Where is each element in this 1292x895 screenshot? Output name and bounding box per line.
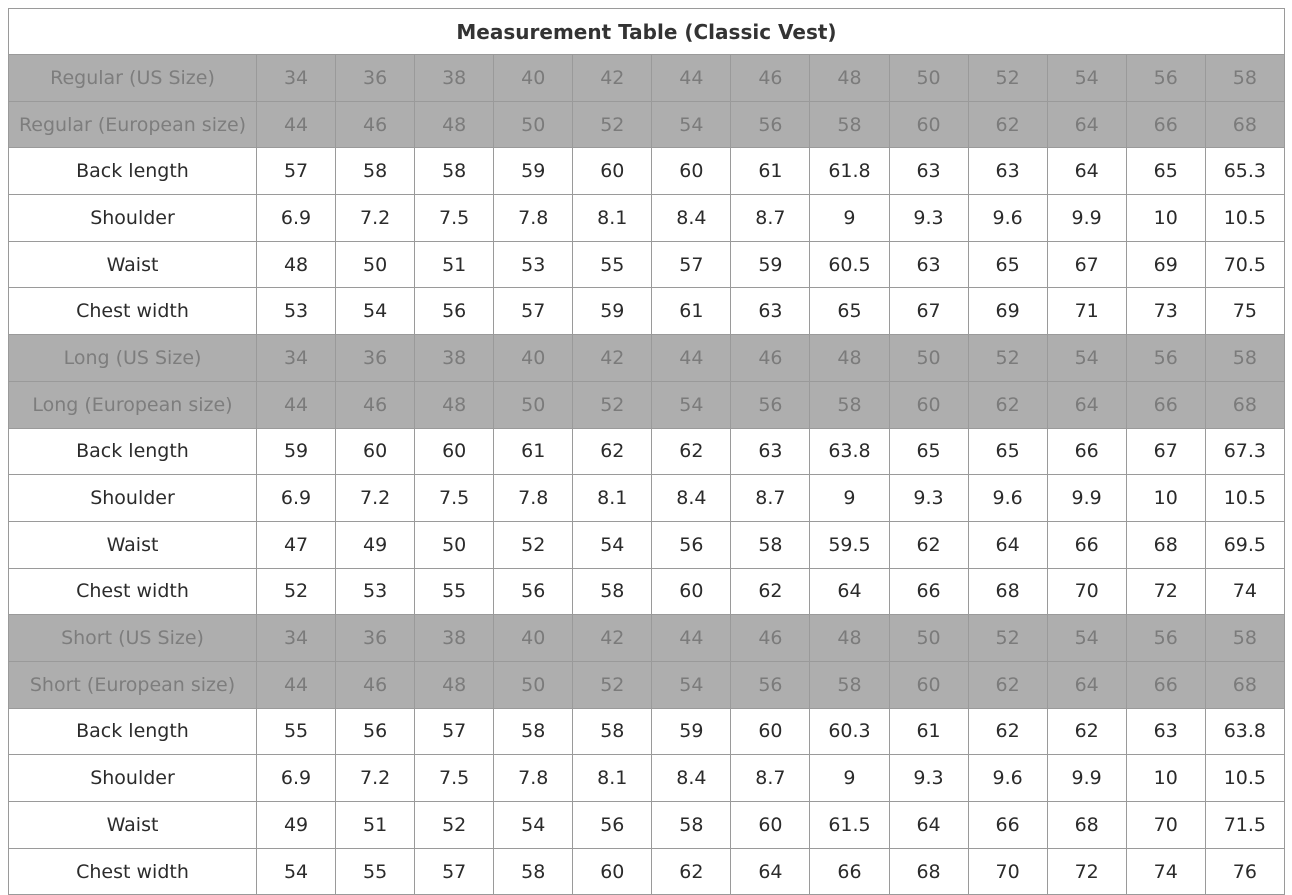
size-header-cell: 46: [731, 55, 810, 102]
measurement-cell: 64: [889, 802, 968, 849]
table-row: [9, 521, 1285, 568]
size-header-cell: 46: [336, 101, 415, 148]
measurement-cell: 62: [731, 568, 810, 615]
size-header-cell: 50: [889, 335, 968, 382]
size-header-cell: 36: [336, 55, 415, 102]
row-label: Long (European size): [9, 381, 257, 428]
table-size-header-row: [9, 101, 1285, 148]
measurement-cell: 62: [889, 521, 968, 568]
measurement-cell: 55: [573, 241, 652, 288]
measurement-cell: 55: [415, 568, 494, 615]
measurement-cell: 58: [336, 148, 415, 195]
measurement-cell: 7.2: [336, 755, 415, 802]
size-header-cell: 40: [494, 55, 573, 102]
measurement-cell: 9.9: [1047, 195, 1126, 242]
measurement-cell: 57: [257, 148, 336, 195]
row-label: Back length: [9, 428, 257, 475]
measurement-cell: 69.5: [1205, 521, 1284, 568]
size-header-cell: 64: [1047, 381, 1126, 428]
table-size-header-row: [9, 615, 1285, 662]
size-header-cell: 50: [889, 615, 968, 662]
measurement-cell: 56: [415, 288, 494, 335]
measurement-cell: 61: [731, 148, 810, 195]
measurement-cell: 8.1: [573, 475, 652, 522]
measurement-cell: 59: [731, 241, 810, 288]
table-row: [9, 148, 1285, 195]
measurement-cell: 63: [968, 148, 1047, 195]
size-header-cell: 34: [257, 615, 336, 662]
size-header-cell: 42: [573, 335, 652, 382]
measurement-cell: 9.3: [889, 755, 968, 802]
measurement-cell: 54: [257, 848, 336, 895]
measurement-cell: 65: [968, 241, 1047, 288]
size-header-cell: 56: [731, 381, 810, 428]
size-header-cell: 66: [1126, 661, 1205, 708]
measurement-cell: 70: [968, 848, 1047, 895]
measurement-cell: 7.8: [494, 195, 573, 242]
size-header-cell: 50: [494, 381, 573, 428]
measurement-cell: 52: [257, 568, 336, 615]
row-label: Chest width: [9, 568, 257, 615]
measurement-cell: 64: [968, 521, 1047, 568]
measurement-cell: 60: [731, 802, 810, 849]
measurement-cell: 65: [968, 428, 1047, 475]
measurement-cell: 75: [1205, 288, 1284, 335]
measurement-cell: 8.4: [652, 195, 731, 242]
measurement-cell: 61: [889, 708, 968, 755]
size-header-cell: 64: [1047, 101, 1126, 148]
row-label: Regular (European size): [9, 101, 257, 148]
size-header-cell: 52: [573, 661, 652, 708]
measurement-cell: 62: [968, 708, 1047, 755]
size-header-cell: 64: [1047, 661, 1126, 708]
measurement-cell: 58: [494, 848, 573, 895]
measurement-cell: 71.5: [1205, 802, 1284, 849]
size-header-cell: 68: [1205, 381, 1284, 428]
measurement-cell: 63: [889, 241, 968, 288]
measurement-cell: 60.5: [810, 241, 889, 288]
measurement-cell: 61: [494, 428, 573, 475]
measurement-cell: 60: [573, 148, 652, 195]
measurement-cell: 65: [889, 428, 968, 475]
measurement-table: [8, 8, 1285, 895]
size-header-cell: 48: [415, 101, 494, 148]
measurement-cell: 6.9: [257, 755, 336, 802]
table-size-header-row: [9, 381, 1285, 428]
measurement-cell: 50: [336, 241, 415, 288]
row-label: Long (US Size): [9, 335, 257, 382]
size-header-cell: 54: [1047, 335, 1126, 382]
measurement-cell: 65: [810, 288, 889, 335]
measurement-cell: 9: [810, 755, 889, 802]
measurement-cell: 9.6: [968, 195, 1047, 242]
measurement-cell: 74: [1205, 568, 1284, 615]
measurement-cell: 76: [1205, 848, 1284, 895]
size-header-cell: 56: [1126, 335, 1205, 382]
measurement-cell: 54: [573, 521, 652, 568]
size-header-cell: 34: [257, 335, 336, 382]
measurement-cell: 50: [415, 521, 494, 568]
measurement-cell: 65: [1126, 148, 1205, 195]
size-header-cell: 56: [731, 661, 810, 708]
measurement-cell: 8.7: [731, 475, 810, 522]
measurement-cell: 8.4: [652, 475, 731, 522]
size-header-cell: 56: [731, 101, 810, 148]
size-header-cell: 44: [257, 381, 336, 428]
measurement-cell: 9: [810, 475, 889, 522]
measurement-cell: 10.5: [1205, 475, 1284, 522]
measurement-cell: 63: [731, 288, 810, 335]
size-header-cell: 48: [810, 615, 889, 662]
measurement-cell: 47: [257, 521, 336, 568]
measurement-cell: 67: [889, 288, 968, 335]
measurement-cell: 9.3: [889, 475, 968, 522]
measurement-cell: 8.1: [573, 195, 652, 242]
measurement-cell: 9.9: [1047, 475, 1126, 522]
measurement-cell: 67: [1047, 241, 1126, 288]
measurement-cell: 49: [257, 802, 336, 849]
size-header-cell: 56: [1126, 55, 1205, 102]
measurement-cell: 10.5: [1205, 195, 1284, 242]
measurement-cell: 55: [336, 848, 415, 895]
measurement-cell: 49: [336, 521, 415, 568]
measurement-cell: 57: [652, 241, 731, 288]
size-header-cell: 50: [494, 101, 573, 148]
measurement-cell: 70: [1047, 568, 1126, 615]
measurement-cell: 57: [494, 288, 573, 335]
measurement-cell: 68: [1047, 802, 1126, 849]
table-row: [9, 475, 1285, 522]
size-header-cell: 66: [1126, 101, 1205, 148]
measurement-cell: 60: [652, 568, 731, 615]
size-header-cell: 46: [731, 615, 810, 662]
measurement-cell: 7.5: [415, 755, 494, 802]
measurement-cell: 66: [1047, 428, 1126, 475]
row-label: Shoulder: [9, 755, 257, 802]
size-header-cell: 52: [968, 55, 1047, 102]
measurement-cell: 9.9: [1047, 755, 1126, 802]
measurement-cell: 59.5: [810, 521, 889, 568]
measurement-cell: 9: [810, 195, 889, 242]
measurement-cell: 64: [731, 848, 810, 895]
size-header-cell: 44: [652, 55, 731, 102]
size-header-cell: 42: [573, 615, 652, 662]
size-header-cell: 58: [1205, 55, 1284, 102]
measurement-cell: 7.8: [494, 475, 573, 522]
measurement-cell: 7.5: [415, 475, 494, 522]
size-header-cell: 58: [1205, 615, 1284, 662]
size-header-cell: 46: [336, 661, 415, 708]
measurement-cell: 58: [415, 148, 494, 195]
size-header-cell: 58: [810, 381, 889, 428]
measurement-cell: 10: [1126, 195, 1205, 242]
row-label: Waist: [9, 241, 257, 288]
measurement-cell: 8.7: [731, 195, 810, 242]
measurement-cell: 57: [415, 708, 494, 755]
measurement-cell: 73: [1126, 288, 1205, 335]
size-header-cell: 50: [494, 661, 573, 708]
size-header-cell: 68: [1205, 101, 1284, 148]
size-header-cell: 42: [573, 55, 652, 102]
measurement-cell: 70.5: [1205, 241, 1284, 288]
measurement-cell: 59: [652, 708, 731, 755]
size-header-cell: 48: [415, 381, 494, 428]
measurement-cell: 72: [1047, 848, 1126, 895]
measurement-cell: 58: [573, 568, 652, 615]
size-header-cell: 48: [415, 661, 494, 708]
row-label: Waist: [9, 802, 257, 849]
row-label: Chest width: [9, 848, 257, 895]
measurement-cell: 68: [968, 568, 1047, 615]
measurement-cell: 64: [1047, 148, 1126, 195]
measurement-cell: 8.7: [731, 755, 810, 802]
measurement-cell: 60: [652, 148, 731, 195]
measurement-cell: 52: [494, 521, 573, 568]
size-header-cell: 58: [810, 101, 889, 148]
measurement-cell: 48: [257, 241, 336, 288]
size-header-cell: 58: [810, 661, 889, 708]
size-header-cell: 38: [415, 335, 494, 382]
measurement-cell: 59: [494, 148, 573, 195]
row-label: Regular (US Size): [9, 55, 257, 102]
row-label: Shoulder: [9, 475, 257, 522]
size-header-cell: 68: [1205, 661, 1284, 708]
measurement-cell: 61.5: [810, 802, 889, 849]
measurement-cell: 60: [573, 848, 652, 895]
measurement-cell: 9.6: [968, 475, 1047, 522]
table-row: [9, 848, 1285, 895]
measurement-cell: 9.6: [968, 755, 1047, 802]
measurement-cell: 7.5: [415, 195, 494, 242]
size-header-cell: 66: [1126, 381, 1205, 428]
row-label: Shoulder: [9, 195, 257, 242]
size-header-cell: 40: [494, 615, 573, 662]
size-header-cell: 60: [889, 381, 968, 428]
measurement-cell: 10: [1126, 755, 1205, 802]
measurement-cell: 66: [889, 568, 968, 615]
size-header-cell: 62: [968, 381, 1047, 428]
page-title: Measurement Table (Classic Vest): [9, 9, 1285, 55]
size-header-cell: 52: [573, 101, 652, 148]
size-header-cell: 44: [257, 661, 336, 708]
size-header-cell: 48: [810, 335, 889, 382]
size-header-cell: 52: [968, 615, 1047, 662]
row-label: Waist: [9, 521, 257, 568]
measurement-cell: 66: [810, 848, 889, 895]
size-header-cell: 44: [652, 615, 731, 662]
measurement-cell: 64: [810, 568, 889, 615]
measurement-cell: 56: [336, 708, 415, 755]
measurement-cell: 7.8: [494, 755, 573, 802]
size-header-cell: 54: [1047, 615, 1126, 662]
measurement-cell: 9.3: [889, 195, 968, 242]
size-header-cell: 44: [257, 101, 336, 148]
measurement-cell: 68: [1126, 521, 1205, 568]
measurement-cell: 63: [889, 148, 968, 195]
measurement-cell: 61.8: [810, 148, 889, 195]
measurement-cell: 62: [1047, 708, 1126, 755]
measurement-cell: 71: [1047, 288, 1126, 335]
table-row: [9, 428, 1285, 475]
measurement-cell: 57: [415, 848, 494, 895]
measurement-cell: 65.3: [1205, 148, 1284, 195]
measurement-cell: 7.2: [336, 475, 415, 522]
measurement-cell: 74: [1126, 848, 1205, 895]
measurement-cell: 58: [652, 802, 731, 849]
measurement-cell: 70: [1126, 802, 1205, 849]
size-header-cell: 44: [652, 335, 731, 382]
measurement-cell: 56: [573, 802, 652, 849]
measurement-cell: 61: [652, 288, 731, 335]
measurement-cell: 54: [336, 288, 415, 335]
size-header-cell: 38: [415, 615, 494, 662]
measurement-cell: 51: [336, 802, 415, 849]
measurement-cell: 52: [415, 802, 494, 849]
size-header-cell: 60: [889, 661, 968, 708]
measurement-cell: 58: [573, 708, 652, 755]
size-header-cell: 46: [336, 381, 415, 428]
size-header-cell: 36: [336, 335, 415, 382]
measurement-cell: 62: [652, 428, 731, 475]
size-header-cell: 54: [652, 381, 731, 428]
size-header-cell: 54: [1047, 55, 1126, 102]
table-row: [9, 755, 1285, 802]
measurement-cell: 60: [415, 428, 494, 475]
measurement-cell: 56: [652, 521, 731, 568]
measurement-cell: 60: [336, 428, 415, 475]
measurement-cell: 62: [573, 428, 652, 475]
measurement-cell: 60: [731, 708, 810, 755]
size-header-cell: 52: [968, 335, 1047, 382]
table-size-header-row: [9, 661, 1285, 708]
table-size-header-row: [9, 55, 1285, 102]
measurement-cell: 10: [1126, 475, 1205, 522]
measurement-cell: 6.9: [257, 195, 336, 242]
measurement-cell: 58: [731, 521, 810, 568]
measurement-cell: 67.3: [1205, 428, 1284, 475]
table-row: [9, 241, 1285, 288]
table-size-header-row: [9, 335, 1285, 382]
size-header-cell: 34: [257, 55, 336, 102]
row-label: Short (US Size): [9, 615, 257, 662]
measurement-cell: 8.1: [573, 755, 652, 802]
size-header-cell: 54: [652, 101, 731, 148]
measurement-cell: 53: [257, 288, 336, 335]
size-header-cell: 56: [1126, 615, 1205, 662]
row-label: Chest width: [9, 288, 257, 335]
table-row: [9, 802, 1285, 849]
measurement-cell: 56: [494, 568, 573, 615]
measurement-cell: 62: [652, 848, 731, 895]
row-label: Back length: [9, 708, 257, 755]
measurement-cell: 53: [336, 568, 415, 615]
measurement-cell: 55: [257, 708, 336, 755]
table-row: [9, 568, 1285, 615]
table-row: [9, 288, 1285, 335]
table-row: [9, 195, 1285, 242]
measurement-cell: 59: [573, 288, 652, 335]
size-header-cell: 58: [1205, 335, 1284, 382]
measurement-cell: 67: [1126, 428, 1205, 475]
size-header-cell: 62: [968, 101, 1047, 148]
measurement-cell: 66: [1047, 521, 1126, 568]
measurement-cell: 10.5: [1205, 755, 1284, 802]
measurement-cell: 51: [415, 241, 494, 288]
measurement-cell: 59: [257, 428, 336, 475]
measurement-cell: 69: [968, 288, 1047, 335]
measurement-cell: 7.2: [336, 195, 415, 242]
size-header-cell: 38: [415, 55, 494, 102]
measurement-cell: 63.8: [1205, 708, 1284, 755]
size-header-cell: 54: [652, 661, 731, 708]
size-header-cell: 52: [573, 381, 652, 428]
row-label: Back length: [9, 148, 257, 195]
measurement-cell: 53: [494, 241, 573, 288]
measurement-cell: 69: [1126, 241, 1205, 288]
measurement-cell: 72: [1126, 568, 1205, 615]
measurement-cell: 6.9: [257, 475, 336, 522]
measurement-cell: 60.3: [810, 708, 889, 755]
row-label: Short (European size): [9, 661, 257, 708]
size-header-cell: 36: [336, 615, 415, 662]
measurement-cell: 63.8: [810, 428, 889, 475]
measurement-cell: 68: [889, 848, 968, 895]
size-header-cell: 50: [889, 55, 968, 102]
measurement-cell: 58: [494, 708, 573, 755]
size-header-cell: 60: [889, 101, 968, 148]
table-row: [9, 708, 1285, 755]
size-header-cell: 62: [968, 661, 1047, 708]
measurement-cell: 63: [731, 428, 810, 475]
measurement-cell: 66: [968, 802, 1047, 849]
measurement-cell: 63: [1126, 708, 1205, 755]
measurement-cell: 54: [494, 802, 573, 849]
size-header-cell: 46: [731, 335, 810, 382]
measurement-cell: 8.4: [652, 755, 731, 802]
size-header-cell: 40: [494, 335, 573, 382]
table-title-row: [9, 9, 1285, 55]
size-header-cell: 48: [810, 55, 889, 102]
